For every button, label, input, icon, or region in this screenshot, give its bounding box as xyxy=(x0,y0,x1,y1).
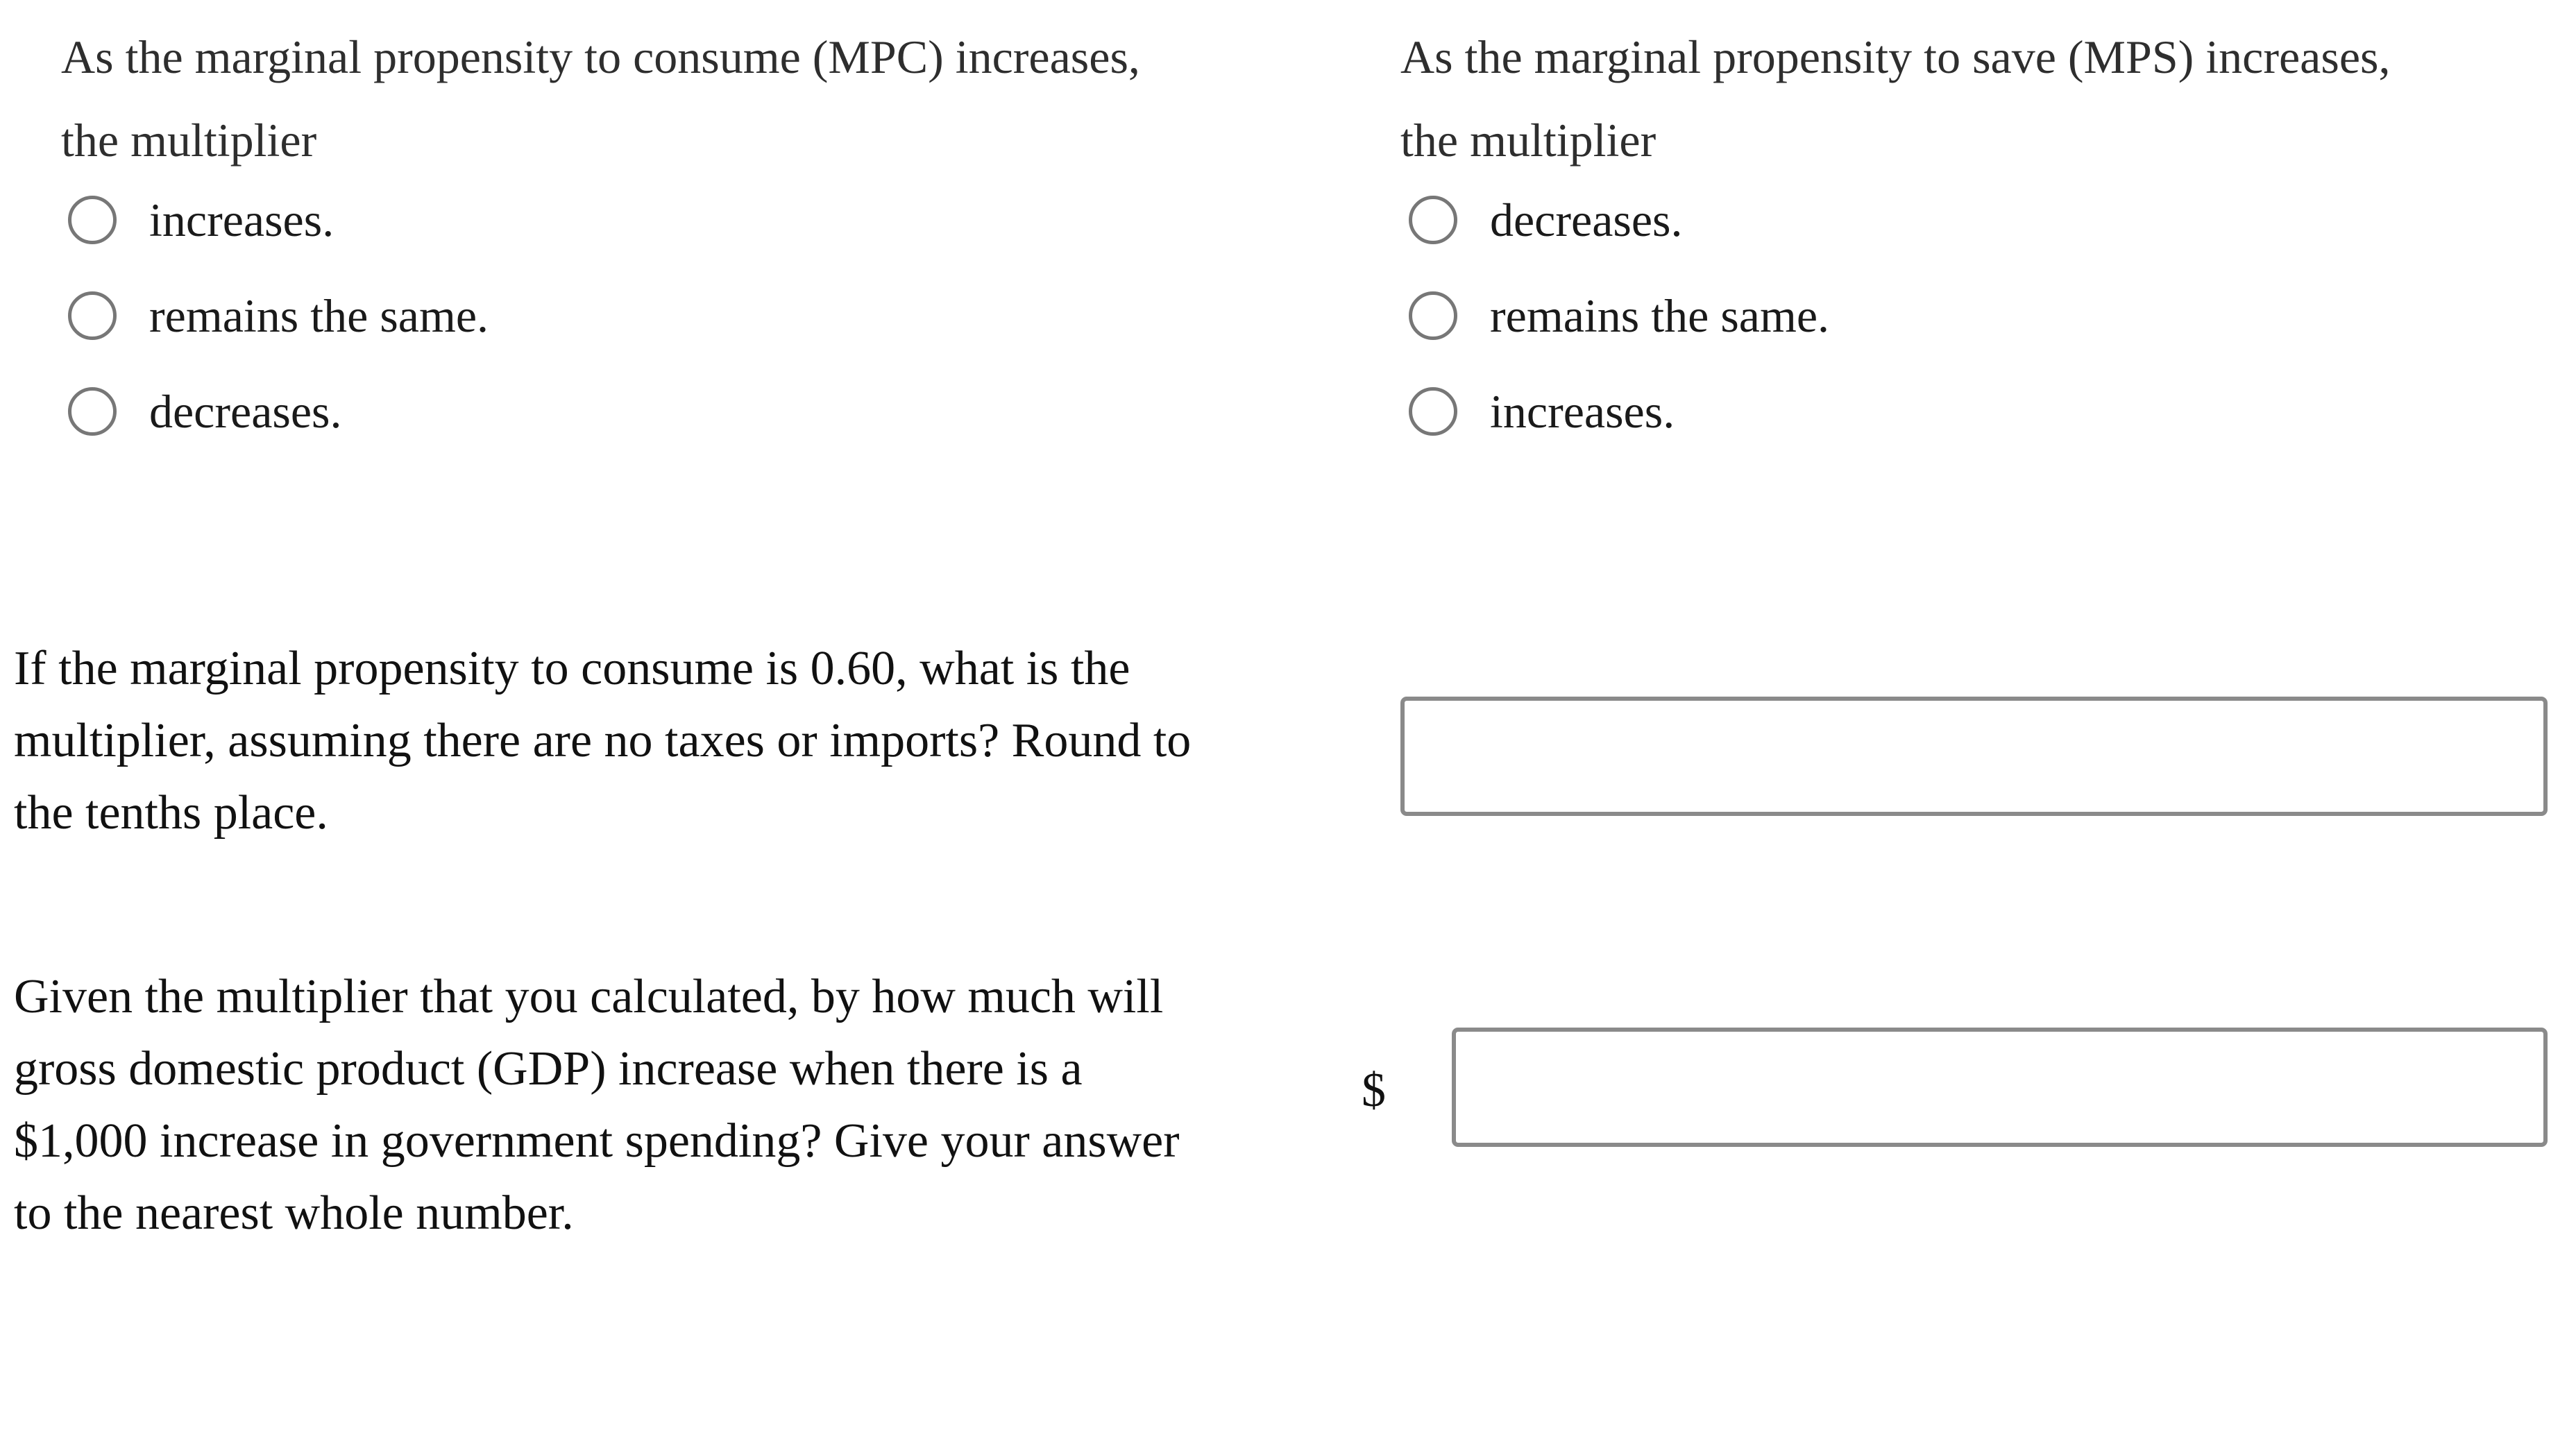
option-label: increases. xyxy=(1490,384,1675,438)
option-label: decreases. xyxy=(1490,193,1683,246)
radio-button[interactable] xyxy=(1409,196,1457,244)
radio-button[interactable] xyxy=(68,387,117,436)
mps-option-decreases[interactable] xyxy=(1409,182,1682,258)
gdp-increase-answer-input[interactable] xyxy=(1452,1028,2548,1147)
radio-button[interactable] xyxy=(68,291,117,340)
mps-option-remains-the-same[interactable] xyxy=(1409,278,1829,354)
mpc-stem-line-2: the multiplier xyxy=(61,114,317,167)
gdp-question-line: Given the multiplier that you calculated, by how much will xyxy=(14,970,1164,1023)
multiplier-question-line: multiplier, assuming there are no taxes or imports? Round to xyxy=(14,714,1192,767)
gdp-question-line: to the nearest whole number. xyxy=(14,1186,574,1240)
mpc-stem-line-1: As the marginal propensity to consume (MPC) increases, xyxy=(61,31,1140,83)
mps-stem-line-2: the multiplier xyxy=(1400,114,1656,167)
gdp-question-line: gross domestic product (GDP) increase when there is a xyxy=(14,1042,1083,1096)
radio-button[interactable] xyxy=(1409,387,1457,436)
option-label: remains the same. xyxy=(149,289,489,342)
mps-question-stem xyxy=(1400,15,2390,182)
mpc-option-decreases[interactable] xyxy=(68,373,341,450)
multiplier-answer-input[interactable] xyxy=(1400,697,2548,816)
radio-button[interactable] xyxy=(68,196,117,244)
mpc-option-increases[interactable] xyxy=(68,182,334,258)
mps-option-increases[interactable] xyxy=(1409,373,1675,450)
gdp-question-text xyxy=(14,961,1180,1250)
multiplier-question-line: If the marginal propensity to consume is 0.60, what is the xyxy=(14,642,1130,695)
multiplier-question-text xyxy=(14,633,1191,849)
mpc-question-stem xyxy=(61,15,1140,182)
dollar-sign-label: $ xyxy=(1362,1064,1386,1117)
option-label: remains the same. xyxy=(1490,289,1830,342)
option-label: decreases. xyxy=(149,384,342,438)
gdp-question-line: $1,000 increase in government spending? Give your answer xyxy=(14,1114,1180,1168)
mps-stem-line-1: As the marginal propensity to save (MPS) increases, xyxy=(1400,31,2391,83)
option-label: increases. xyxy=(149,193,334,246)
mpc-option-remains-the-same[interactable] xyxy=(68,278,489,354)
multiplier-question-line: the tenths place. xyxy=(14,786,328,840)
radio-button[interactable] xyxy=(1409,291,1457,340)
